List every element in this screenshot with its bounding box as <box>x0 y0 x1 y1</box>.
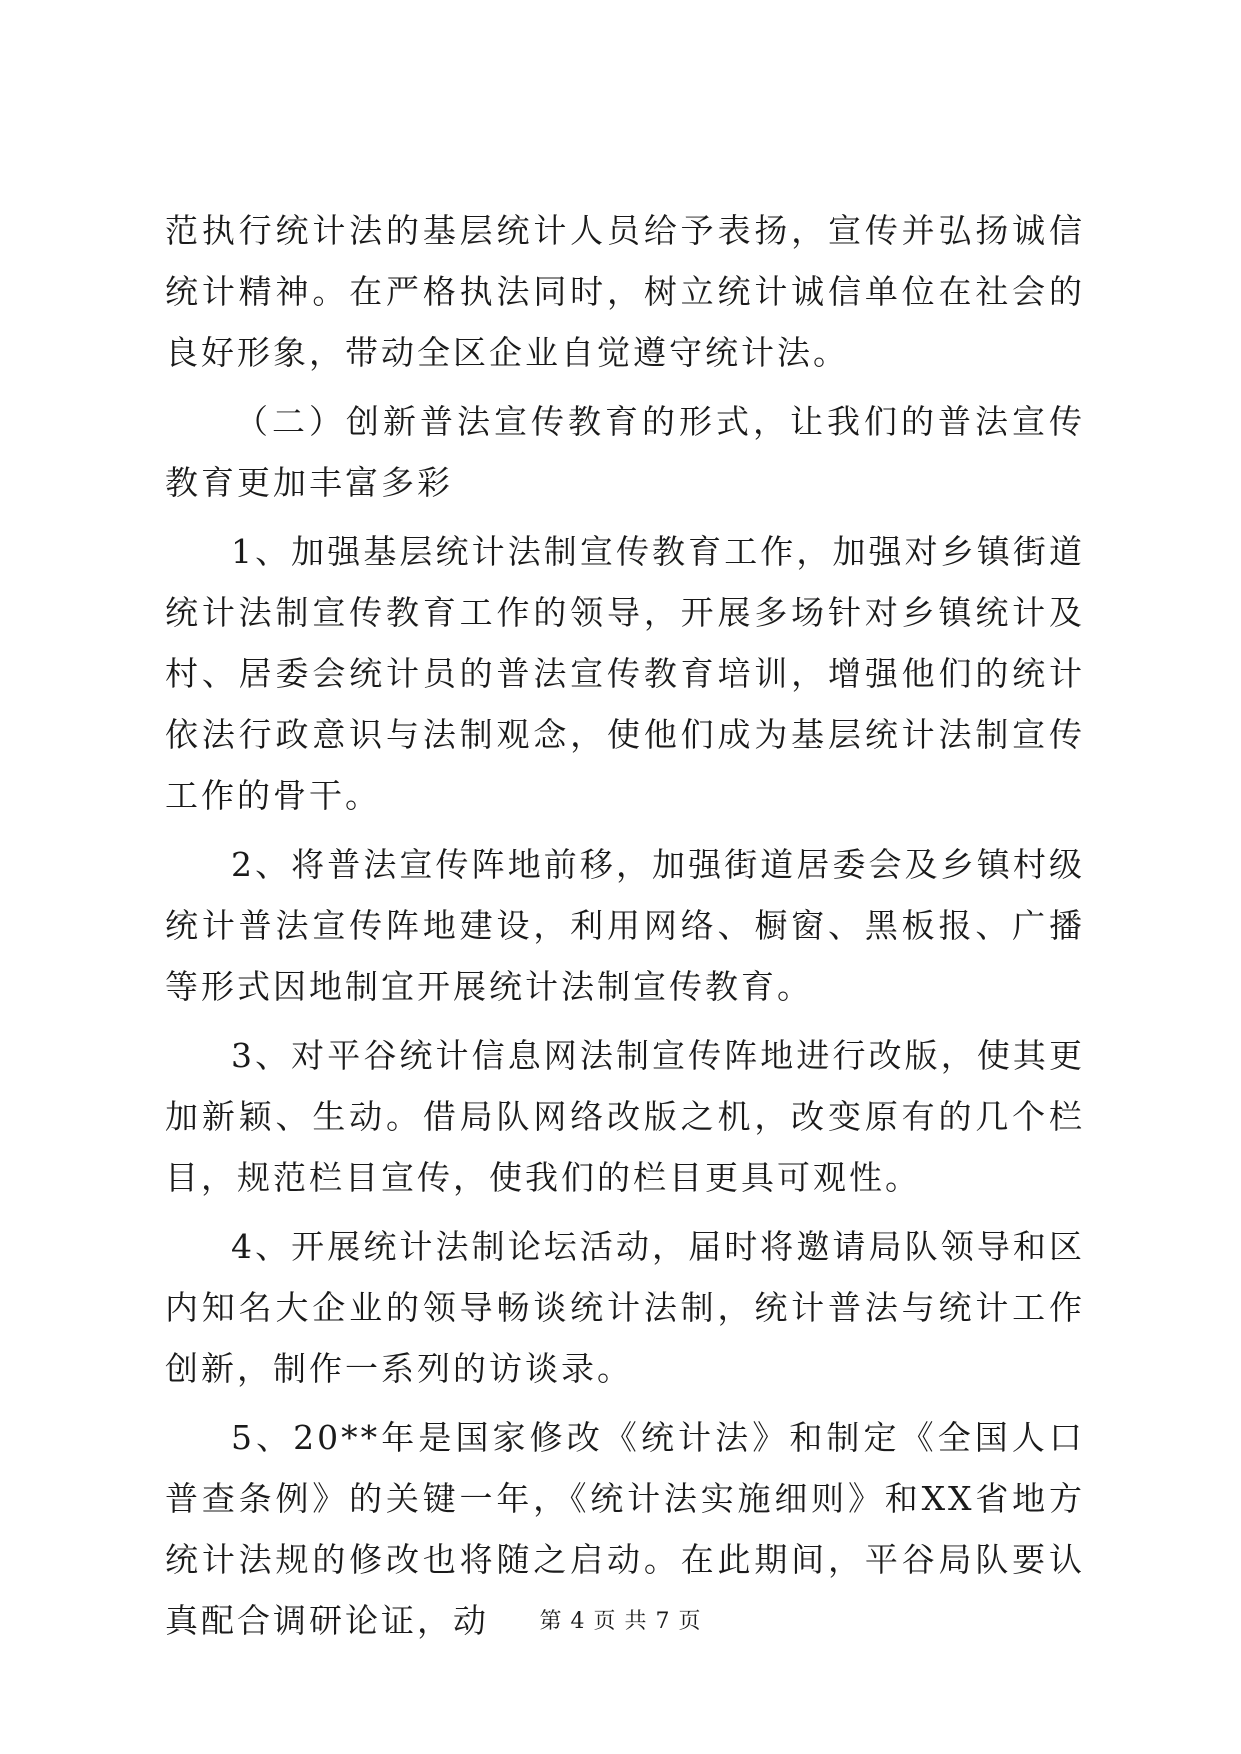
list-item-4: 4、开展统计法制论坛活动，届时将邀请局队领导和区内知名大企业的领导畅谈统计法制，统计普法与统计工作创新，制作一系列的访谈录。 <box>165 1227 1085 1388</box>
section-heading: （二）创新普法宣传教育的形式，让我们的普法宣传教育更加丰富多彩 <box>165 402 1085 502</box>
list-item-3: 3、对平谷统计信息网法制宣传阵地进行改版，使其更加新颖、生动。借局队网络改版之机，改变原有的几个栏目，规范栏目宣传，使我们的栏目更具可观性。 <box>165 1036 1085 1197</box>
document-body <box>165 200 1085 1651</box>
paragraph-continuation: 范执行统计法的基层统计人员给予表扬，宣传并弘扬诚信统计精神。在严格执法同时，树立统计诚信单位在社会的良好形象，带动全区企业自觉遵守统计法。 <box>165 211 1085 372</box>
page-footer: 第 4 页 共 7 页 <box>539 1609 702 1634</box>
list-item-1: 1、加强基层统计法制宣传教育工作，加强对乡镇街道统计法制宣传教育工作的领导，开展多场针对乡镇统计及村、居委会统计员的普法宣传教育培训，增强他们的统计依法行政意识与法制观念，使他们成为基层统计法制宣传工作的骨干。 <box>165 532 1085 815</box>
list-item-5: 5、20**年是国家修改《统计法》和制定《全国人口普查条例》的关键一年，《统计法实施细则》和XX省地方统计法规的修改也将随之启动。在此期间，平谷局队要认真配合调研论证，动 <box>165 1418 1085 1640</box>
list-item-2: 2、将普法宣传阵地前移，加强街道居委会及乡镇村级统计普法宣传阵地建设，利用网络、橱窗、黑板报、广播等形式因地制宜开展统计法制宣传教育。 <box>165 845 1085 1006</box>
